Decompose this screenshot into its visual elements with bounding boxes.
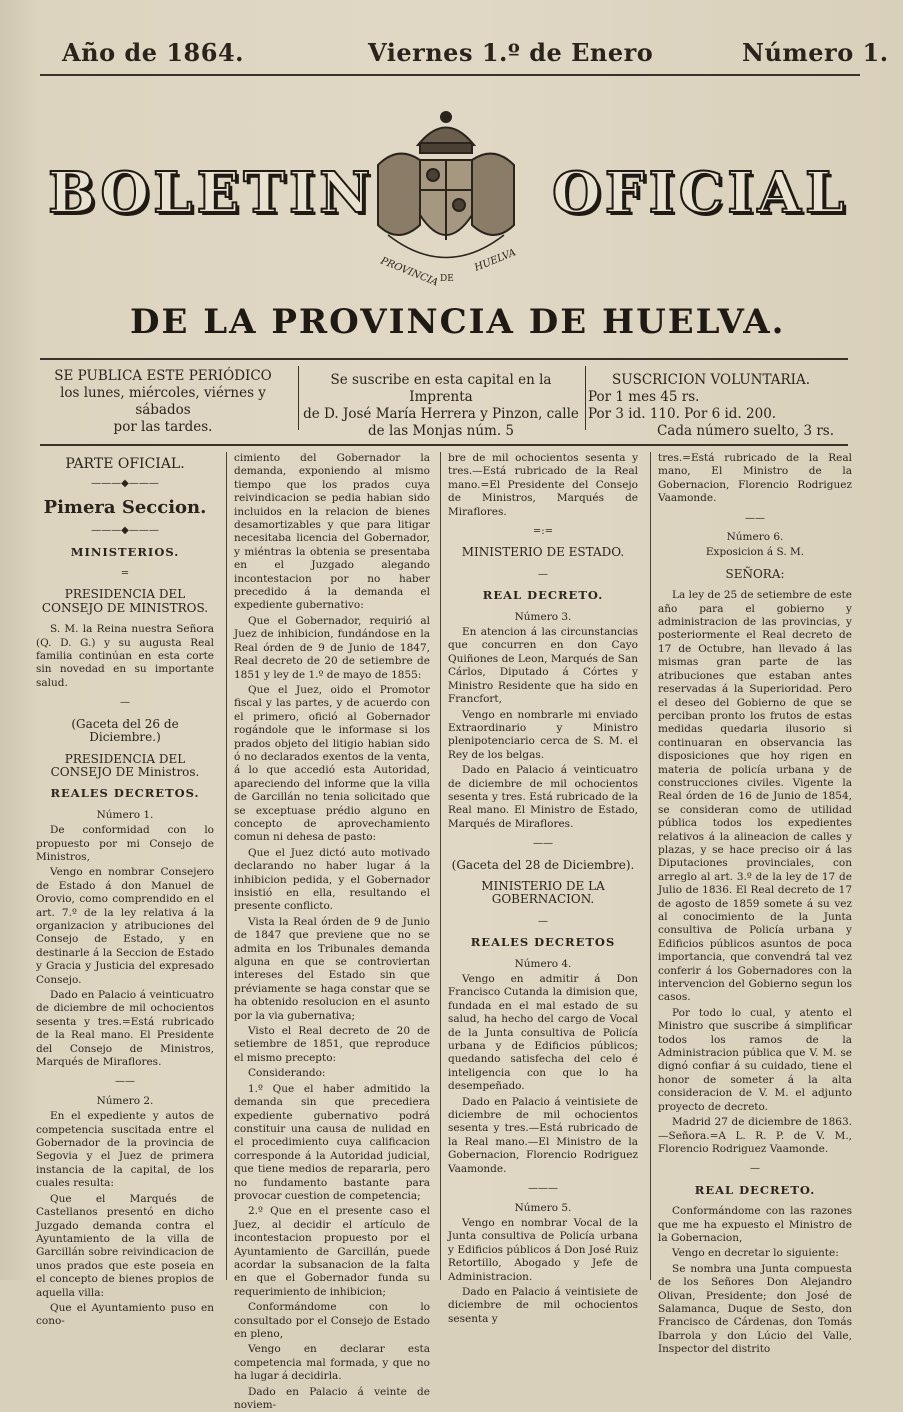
publication-info [32, 368, 294, 436]
section-heading: Pimera Seccion. [43, 496, 207, 518]
article-paragraph: Dado en Palacio á veinte de noviem- [234, 1385, 430, 1412]
column-divider [650, 452, 651, 1280]
section-separator: =:= [532, 526, 554, 538]
section-heading: Número 5. [514, 1201, 572, 1214]
masthead-title-left: BOLETIN [48, 160, 375, 226]
column-2 [234, 452, 430, 1412]
crest-label-province: PROVINCIA [378, 255, 440, 289]
column-divider [440, 452, 441, 1280]
article-paragraph: Dado en Palacio á veintisiete de diciembre de mil ochocientos sesenta y tres.—Está rubricado de la Real mano.—El Ministro de la Gobernacion, Florencio Rodriguez Vaamonde. [448, 1095, 638, 1175]
section-heading: REALES DECRETOS. [50, 786, 200, 801]
coat-of-arms-emblem [358, 105, 534, 289]
section-heading: REAL DECRETO. [482, 588, 604, 603]
article-paragraph: La ley de 25 de setiembre de este año para el gobierno y administracion de las provincias, y posteriormente el Real decreto de 17 de Octubre, han llevado á las mismas gran parte de las atribuciones que estaban antes reservadas á la Superioridad. Pero el deseo del Gobierno de que se perciban pronto los frutos de estas medidas quedaria ilusorio si continuaran en observancia las disposiciones que hoy rigen en materia de policía urbana y de construcciones civiles. Vigente la Real órden de 16 de Junio de 1854, se consideran como de utilidad pública todos los expedientes relativos á la alineacion de calles y plazas, y se hace preciso oir á las Diputaciones provinciales, con arreglo al art. 3.º de la ley de 17 de Julio de 1836. El Real decreto de 17 de agosto de 1859 somete á su vez al conocimiento de la Junta consultiva de Policía urbana y Edificios públicos asuntos de poca importancia, que convendrá tal vez conferir á los Gobernadores con la intervencion del Gobierno segun los casos. [658, 589, 852, 1004]
section-separator: —— [115, 1076, 135, 1088]
section-heading: Número 6. [726, 531, 784, 544]
article-paragraph: S. M. la Reina nuestra Señora (Q. D. G.) y su augusta Real familia continúan en esta corte sin novedad en su importante salud. [36, 623, 214, 689]
price-info-line: Por 1 mes 45 rs. [588, 389, 700, 405]
section-heading: MINISTERIO DE ESTADO. [461, 545, 625, 560]
subscription-info-line: Se suscribe en esta capital en la Imprenta [330, 372, 552, 405]
article-paragraph: Conformándome con lo consultado por el Consejo de Estado en pleno, [234, 1301, 430, 1340]
article-paragraph: En el expediente y autos de competencia suscitada entre el Gobernador de la provincia de Segovia y el Juez de primera instancia de la capital, de los cuales resulta: [36, 1110, 214, 1190]
price-info [588, 372, 834, 440]
section-separator: ——— [528, 1183, 558, 1195]
masthead-title-right: OFICIAL [552, 160, 849, 226]
section-heading: Número 2. [96, 1094, 154, 1107]
price-info-line: Por 3 id. 110. Por 6 id. 200. [588, 406, 777, 422]
section-separator: — [750, 1163, 760, 1175]
column-4 [658, 452, 852, 1356]
masthead-rule-top [40, 358, 848, 360]
crest-label-huelva: HUELVA [473, 247, 518, 274]
section-separator: — [538, 568, 548, 580]
section-separator: —— [745, 512, 765, 524]
price-info-line: Cada número suelto, 3 rs. [656, 423, 834, 439]
article-paragraph: Por todo lo cual, y atento el Ministro que suscribe á simplificar todos los ramos de la Administracion pública que V. M. se dignó confiar á su cuidado, tiene el honor de someter á la alta consideracion de V. M. el adjunto proyecto de decreto. [658, 1006, 852, 1113]
section-heading: (Gaceta del 28 de Diciembre). [451, 857, 635, 872]
section-heading: PRESIDENCIA DEL CONSEJO DE Ministros. [50, 751, 200, 779]
section-heading: MINISTERIO DE LA GOBERNACION. [481, 878, 605, 907]
article-paragraph: 1.º Que el haber admitido la demanda sin que precediera expediente gubernativo podrá constituir una causa de nulidad en el procedimiento cuya calificacion corresponde á la Autoridad judicial, que tiene medios de repararla, pero no fundamento bastante para provocar cuestion de competencia; [234, 1082, 430, 1202]
section-separator: ———◆——— [91, 478, 159, 490]
article-paragraph: Que el Juez, oido el Promotor fiscal y las partes, y de acuerdo con el primero, ofició al Gobernador rogándole que le informase si los prados objeto del litigio habian sido ó no declarados exentos de la venta, á lo que accedió esta Autoridad, apareciendo del informe que la villa de Garcillán no tenia solicitado que se exceptuase prédio alguno en concepto de aprovechamiento comun ni dehesa de pasto: [234, 683, 430, 844]
article-paragraph: 2.º Que en el presente caso el Juez, al decidir el artículo de incontestacion propuesto por el Ayuntamiento de Garcillán, puede acordar la subsanacion de la falta en que el Gobernador funda su requerimiento de inhibicion; [234, 1205, 430, 1298]
column-3 [448, 452, 638, 1325]
section-heading: MINISTERIOS. [70, 544, 180, 559]
publication-info-line: SE PUBLICA ESTE PERIÓDICO [54, 368, 272, 384]
article-paragraph: Que el Ayuntamiento puso en cono- [36, 1301, 214, 1328]
article-paragraph: De conformidad con lo propuesto por mi Consejo de Ministros, [36, 824, 214, 863]
article-paragraph: Considerando: [248, 1067, 326, 1080]
section-separator: —— [533, 838, 553, 850]
article-paragraph: Se nombra una Junta compuesta de los Señores Don Alejandro Olivan, Presidente; don José de Salamanca, Duque de Sesto, don Francisco de Cárdenas, don Tomás Ibarrola y don Lúcio del Valle, Inspector del distrito [658, 1262, 852, 1356]
section-heading: PRESIDENCIA DEL CONSEJO DE MINISTROS. [41, 587, 209, 615]
article-paragraph: cimiento del Gobernador la demanda, exponiendo al mismo tiempo que los prados cuya reivindicacion se pedia habian sido incluidos en la relacion de bienes desamortizables y que para litigar necesitaba licencia del Gobernador, y miéntras la obtenia se presentaba en el Juzgado alegando incontestacion por no haber precedido á la demanda el expediente gubernativo: [234, 452, 430, 612]
section-separator: — [538, 915, 548, 927]
crest-label-de: DE [440, 274, 454, 284]
section-heading: Exposicion á S. M. [705, 546, 805, 559]
article-paragraph: Madrid 27 de diciembre de 1863.—Señora.=A L. R. P. de V. M., Florencio Rodriguez Vaamonde. [658, 1116, 852, 1155]
article-paragraph: Vengo en decretar lo siguiente: [672, 1247, 839, 1260]
subscription-info-line: de las Monjas núm. 5 [368, 423, 514, 439]
article-paragraph: En atencion á las circunstancias que concurren en don Cayo Quiñones de Leon, Marqués de San Cárlos, Diputado á Córtes y Ministro Residente que ha sido en Francfort, [448, 626, 638, 706]
section-heading: Número 1. [96, 808, 154, 821]
issue-date: Viernes 1.º de Enero [368, 38, 654, 67]
article-paragraph: Que el Juez dictó auto motivado declarando no haber lugar á la inhibicion pedida, y el Gobernador insistió en ella, resultando el presente conflicto. [234, 846, 430, 913]
subscription-info [300, 372, 582, 440]
section-separator: = [120, 568, 130, 580]
article-paragraph: Dado en Palacio á veinticuatro de diciembre de mil ochocientos sesenta y tres.=Está rubricado de la Real mano. El Presidente del Consejo de Ministros, Marqués de Miraflores. [36, 989, 214, 1069]
article-paragraph: Vengo en nombrar Consejero de Estado á don Manuel de Orovio, como comprendido en el art. 7.º de la ley relativa á la organizacion y atribuciones del Consejo de Estado, y en destinarle á la Seccion de Estado y Gracia y Justicia del expresado Consejo. [36, 866, 214, 986]
article-paragraph: Vista la Real órden de 9 de Junio de 1847 que previene que no se admita en los Tribunales demanda alguna en que se controviertan intereses del Estado sin que préviamente se haga constar que se ha obtenido resolucion en el asunto por la via gubernativa; [234, 915, 430, 1022]
issue-year: Año de 1864. [62, 38, 244, 67]
section-heading: REALES DECRETOS [470, 935, 616, 950]
section-heading: Número 3. [514, 610, 572, 623]
publication-info-line: los lunes, miércoles, viérnes y sábados [60, 385, 266, 418]
article-paragraph: Vengo en nombrar Vocal de la Junta consultiva de Policía urbana y Edificios públicos á Don José Ruiz Retortillo, Abogado y Jefe de Administracion. [448, 1216, 638, 1283]
article-paragraph: Dado en Palacio á veintisiete de diciembre de mil ochocientos sesenta y [448, 1285, 638, 1325]
article-paragraph: Dado en Palacio á veinticuatro de diciembre de mil ochocientos sesenta y tres. Está rubricado de la Real mano. El Ministro de Estado, Marqués de Miraflores. [448, 764, 638, 830]
publication-info-line: por las tardes. [113, 419, 213, 435]
masthead-rule-bottom [40, 444, 848, 446]
info-divider [298, 366, 299, 430]
info-divider [585, 366, 586, 430]
section-heading: PARTE OFICIAL. [65, 456, 185, 472]
article-paragraph: tres.=Está rubricado de la Real mano, El Ministro de la Gobernacion, Florencio Rodriguez Vaamonde. [658, 452, 852, 505]
header-rule [40, 74, 860, 76]
article-paragraph: bre de mil ochocientos sesenta y tres.—Está rubricado de la Real mano.=El Presidente del Consejo de Ministros, Marqués de Miraflores. [448, 452, 638, 518]
issue-number: Número 1. [742, 38, 889, 67]
column-divider [226, 452, 227, 1280]
article-paragraph: Que el Marqués de Castellanos presentó en dicho Juzgado demanda contra el Ayuntamiento de la villa de Garcillán sobre reivindicacion de unos prados que este poseia en el concepto de bienes propios de aquella villa: [36, 1192, 214, 1299]
article-paragraph: Vengo en declarar esta competencia mal formada, y que no ha lugar á decidirla. [234, 1343, 430, 1383]
section-heading: SEÑORA: [725, 566, 785, 581]
article-paragraph: Visto el Real decreto de 20 de setiembre de 1851, que reproduce el mismo precepto: [234, 1025, 430, 1064]
article-paragraph: Que el Gobernador, requirió al Juez de inhibicion, fundándose en la Real órden de 9 de Junio de 1847, Real decreto de 20 de setiembre de 1851 y ley de 1.º de mayo de 1855: [234, 614, 430, 681]
article-paragraph: Conformándome con las razones que me ha expuesto el Ministro de la Gobernacion, [658, 1205, 852, 1244]
section-heading: Número 4. [514, 957, 572, 970]
section-separator: ———◆——— [91, 525, 159, 537]
section-separator: — [120, 697, 130, 709]
masthead-subtitle: DE LA PROVINCIA DE HUELVA. [130, 302, 786, 342]
price-info-heading: SUSCRICION VOLUNTARIA. [611, 372, 811, 388]
article-paragraph: Vengo en admitir á Don Francisco Cutanda la dimision que, fundada en el mal estado de su salud, ha hecho del cargo de Vocal de la Junta consultiva de Policía urbana y de Edificios públicos; quedando satisfecha del celo é inteligencia con que lo ha desempeñado. [448, 973, 638, 1093]
article-paragraph: Vengo en nombrarle mi enviado Extraordinario y Ministro plenipotenciario cerca de S. M. el Rey de los belgas. [448, 708, 638, 761]
subscription-info-line: de D. José María Herrera y Pinzon, calle [303, 406, 579, 422]
section-heading: REAL DECRETO. [694, 1182, 816, 1197]
section-heading: (Gaceta del 26 de Diciembre.) [71, 716, 179, 745]
column-1 [36, 452, 214, 1328]
